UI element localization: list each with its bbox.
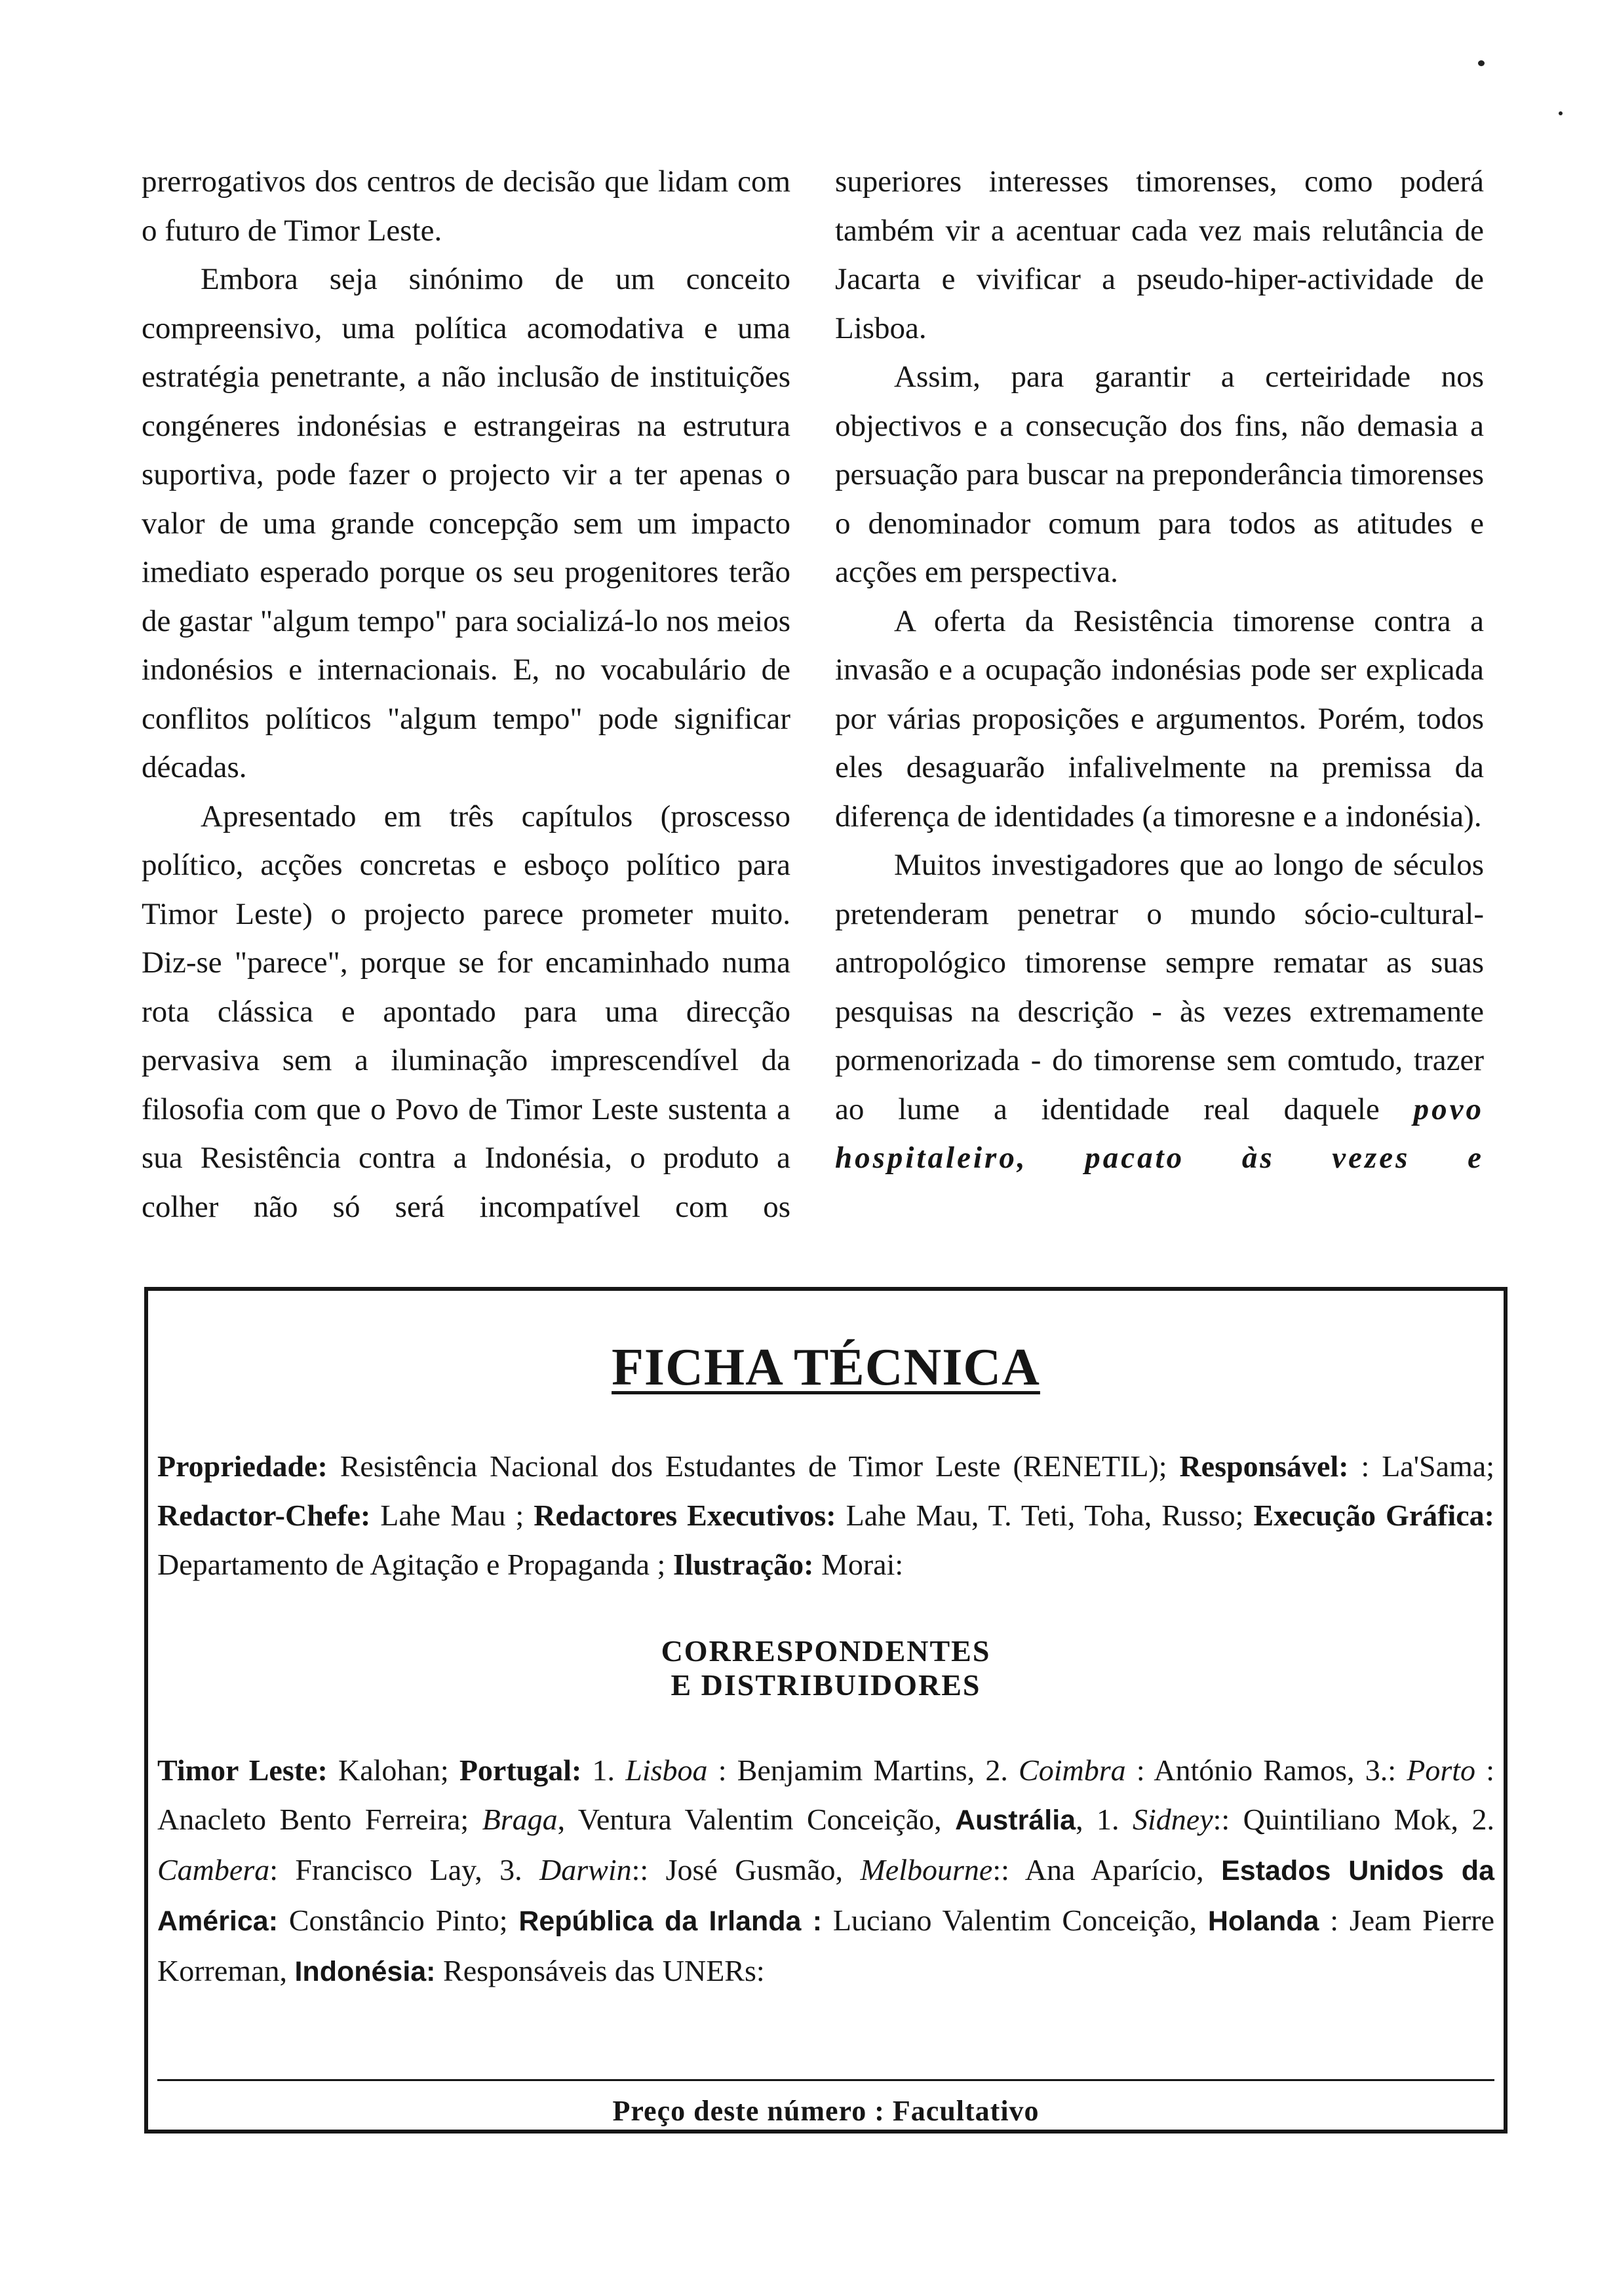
propriedade-value: Resistência Nacional dos Estudantes de Timor Leste (RENETIL);: [327, 1449, 1180, 1483]
holanda-label: Holanda: [1207, 1905, 1319, 1937]
price-line: Preço deste número : Facultativo: [612, 2095, 1040, 2127]
right-paragraph-3: A oferta da Resistência timorense contra a invasão e a ocupação indonésias pode ser explicada por várias proposições e argumentos. Porém, todos eles desaguarão infalivelmente na premissa da diferença de identidades (a timoresne e a indonésia).: [835, 603, 1484, 833]
ficha-title: [148, 1338, 1504, 1398]
indonesia-value: Responsáveis das UNERs:: [435, 1954, 765, 1987]
left-paragraph-3: Apresentado em três capítulos (proscesso político, acções concretas e esboço político para Timor Leste) o projecto parece prometer muito. Diz-se "parece", porque se for encaminhado numa rota clássica e apontado para uma direcção pervasiva sem a iluminação imprescendível da filosofia com que o Povo de Timor Leste sustenta a sua Resistência contra a Indonésia, o produto a colher não só será incompatível com os: [142, 799, 790, 1224]
timor-label: Timor Leste:: [157, 1753, 328, 1787]
holanda-value: : Jeam Pierre Korreman,: [157, 1904, 1494, 1987]
correspondentes-heading-line-2: E DISTRIBUIDORES: [671, 1668, 981, 1702]
scan-speck: [1559, 111, 1563, 115]
redactor-chefe-label: Redactor-Chefe:: [157, 1499, 371, 1532]
ficha-correspondentes: [157, 1746, 1494, 1997]
portugal-value-3: : António Ramos, 3.:: [1125, 1753, 1407, 1787]
ilustracao-value: Morai:: [813, 1548, 904, 1581]
right-paragraph-1: superiores interesses timorenses, como poderá também vir a acentuar cada vez mais relutância de Jacarta e vivificar a pseudo-hiper-actividade de Lisboa.: [835, 164, 1484, 345]
responsavel-label: Responsável:: [1179, 1449, 1349, 1483]
responsavel-value: : La'Sama;: [1348, 1449, 1494, 1483]
ilustracao-label: Ilustração:: [672, 1548, 814, 1581]
ficha-credits: [157, 1442, 1494, 1589]
irlanda-value: Luciano Valentim Conceição,: [822, 1904, 1208, 1937]
redactores-value: Lahe Mau, T. Teti, Toha, Russo;: [836, 1499, 1254, 1532]
left-paragraph-1: prerrogativos dos centros de decisão que lidam com o futuro de Timor Leste.: [142, 164, 790, 248]
city-sidney: Sidney: [1133, 1803, 1213, 1836]
ficha-tecnica-box: [144, 1287, 1508, 2133]
ficha-title-text: FICHA TÉCNICA: [612, 1339, 1040, 1396]
right-paragraph-4: [835, 841, 1484, 1183]
city-porto: Porto: [1407, 1753, 1476, 1787]
australia-value-5: :: Ana Aparício,: [992, 1853, 1222, 1886]
price-divider: [157, 2079, 1494, 2081]
city-darwin: Darwin: [539, 1853, 632, 1886]
portugal-value-2: : Benjamim Martins, 2.: [707, 1753, 1019, 1787]
left-column: [142, 157, 790, 1231]
right-column: [835, 157, 1484, 1231]
redactores-label: Redactores Executivos:: [534, 1499, 836, 1532]
australia-value-2: :: Quintiliano Mok, 2.: [1213, 1803, 1495, 1836]
city-cambera: Cambera: [157, 1853, 270, 1886]
portugal-value-4: : Anacleto Bento Ferreira;: [157, 1753, 1494, 1836]
right-paragraph-2: Assim, para garantir a certeiridade nos objectivos e a consecução dos fins, não demasia a persuação para buscar na preponderância timorenses o denominador comum para todos as atitudes e acções em perspectiva.: [835, 360, 1484, 589]
redactor-chefe-value: Lahe Mau ;: [370, 1499, 534, 1532]
article-columns: [142, 157, 1484, 1231]
correspondentes-heading: [148, 1634, 1504, 1702]
timor-value: Kalohan;: [327, 1753, 459, 1787]
eua-label: Estados Unidos da América:: [157, 1855, 1494, 1937]
left-paragraph-2: Embora seja sinónimo de um conceito compreensivo, uma política acomodativa e uma estratégia penetrante, a não inclusão de instituições congéneres indonésias e estrangeiras na estrutura suportiva, pode fazer o projecto vir a ter apenas o valor de uma grande concepção sem um impacto imediato esperado porque os seu progenitores terão de gastar "algum tempo" para socializá-lo nos meios indonésios e internacionais. E, no vocabulário de conflitos políticos "algum tempo" pode significar décadas.: [142, 262, 790, 784]
execucao-value: Departamento de Agitação e Propaganda ;: [157, 1548, 673, 1581]
australia-label: Austrália: [955, 1805, 1076, 1836]
australia-value-3: : Francisco Lay, 3.: [269, 1853, 540, 1886]
australia-value-1: , 1.: [1076, 1803, 1133, 1836]
propriedade-label: Propriedade:: [157, 1449, 328, 1483]
city-braga: Braga: [482, 1803, 558, 1836]
right-paragraph-4-text: Muitos investigadores que ao longo de séculos pretenderam penetrar o mundo sócio-cultural-antropológico timorense sempre rematar as suas pesquisas na descrição - às vezes extremamente pormenorizada - do timorense sem comtudo, trazer ao lume a identidade real daquele: [835, 848, 1484, 1126]
execucao-label: Execução Gráfica:: [1253, 1499, 1494, 1532]
indonesia-label: Indonésia:: [294, 1956, 436, 1987]
irlanda-label: República da Irlanda :: [518, 1905, 823, 1937]
eua-value: Constâncio Pinto;: [278, 1904, 519, 1937]
portugal-label: Portugal:: [459, 1753, 582, 1787]
city-coimbra: Coimbra: [1019, 1753, 1126, 1787]
portugal-value-5: , Ventura Valentim Conceição,: [557, 1803, 956, 1836]
city-lisboa: Lisboa: [625, 1753, 708, 1787]
scan-speck: [1478, 60, 1485, 66]
portugal-value-1: 1.: [581, 1753, 626, 1787]
australia-value-4: :: José Gusmão,: [631, 1853, 861, 1886]
city-melbourne: Melbourne: [860, 1853, 993, 1886]
correspondentes-heading-line-1: CORRESPONDENTES: [661, 1634, 991, 1668]
right-paragraph-4-emphasis: povo hospitaleiro, pacato às vezes e: [835, 1092, 1485, 1175]
